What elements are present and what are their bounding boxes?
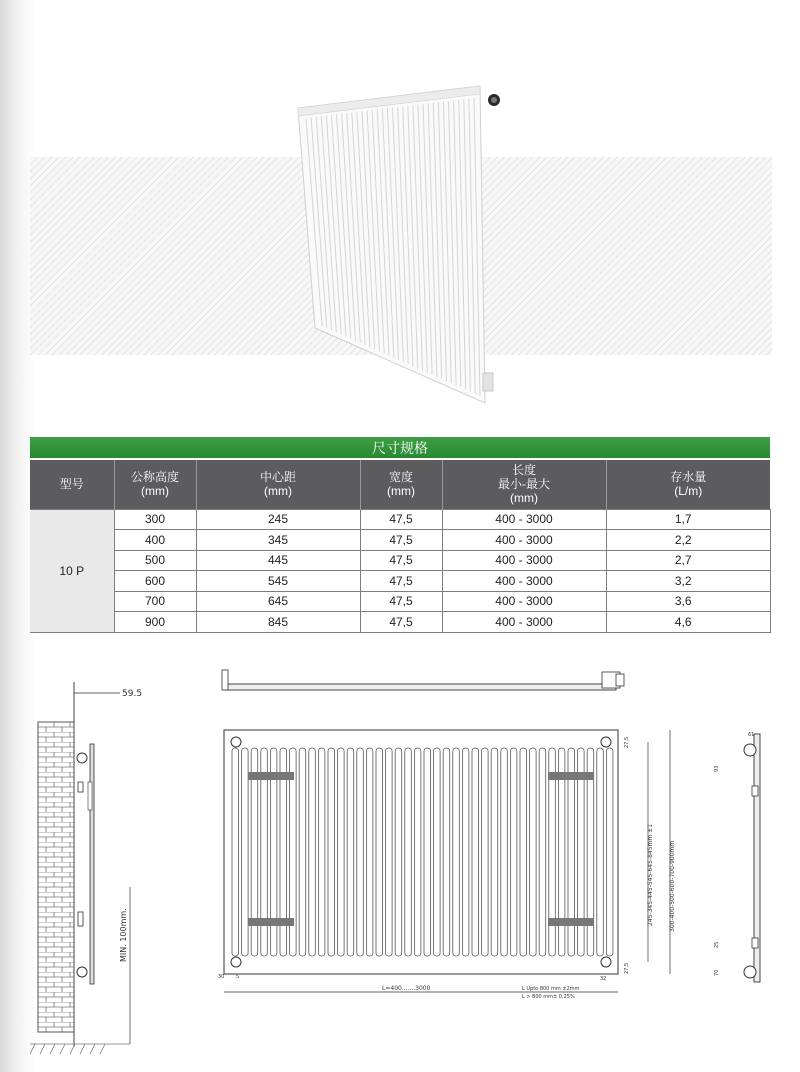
dim-27-5b: 27,5 xyxy=(624,962,630,974)
cell-width: 47,5 xyxy=(360,571,442,592)
dim-61: 61 xyxy=(748,732,755,738)
cell-water: 2,2 xyxy=(606,530,770,551)
cell-length: 400 - 3000 xyxy=(442,530,606,551)
cell-water: 3,6 xyxy=(606,591,770,612)
table-row xyxy=(30,612,770,633)
cell-height: 300 xyxy=(114,509,196,530)
cell-height: 700 xyxy=(114,591,196,612)
header-width: 宽度 (mm) xyxy=(360,459,442,509)
tolerance-2: L > 800 mm± 0,25% xyxy=(522,994,575,1000)
cell-width: 47,5 xyxy=(360,509,442,530)
tolerance-1: L Upto 800 mm ±2mm xyxy=(522,986,580,992)
cell-width: 47,5 xyxy=(360,612,442,633)
cell-center: 545 xyxy=(196,571,360,592)
radiator-side-profile-drawing xyxy=(708,728,782,990)
cell-water: 4,6 xyxy=(606,612,770,633)
cell-center: 245 xyxy=(196,509,360,530)
cell-center: 645 xyxy=(196,591,360,612)
table-row xyxy=(30,550,770,571)
cell-width: 47,5 xyxy=(360,530,442,551)
header-height: 公称高度 (mm) xyxy=(114,459,196,509)
model-cell: 10 P xyxy=(30,509,114,632)
wall-mount-side-drawing xyxy=(30,672,150,1057)
length-dim-label: L=400.......3000 xyxy=(382,985,431,992)
dim-70: 70 xyxy=(714,969,720,976)
cell-length: 400 - 3000 xyxy=(442,509,606,530)
table-title-row xyxy=(30,437,770,459)
dim-5: 5 xyxy=(236,974,240,980)
spec-table xyxy=(30,437,771,633)
cell-center: 845 xyxy=(196,612,360,633)
cell-width: 47,5 xyxy=(360,550,442,571)
radiator-front-view-drawing xyxy=(212,722,682,1012)
cell-length: 400 - 3000 xyxy=(442,591,606,612)
table-row xyxy=(30,530,770,551)
dim-30: 30 xyxy=(218,974,225,980)
cell-width: 47,5 xyxy=(360,591,442,612)
height-dims-label: 300-400-500-600-700-900mm xyxy=(669,840,676,932)
header-model: 型号 xyxy=(30,459,114,509)
table-row xyxy=(30,591,770,612)
cell-water: 3,2 xyxy=(606,571,770,592)
header-water: 存水量 (L/m) xyxy=(606,459,770,509)
cell-height: 500 xyxy=(114,550,196,571)
cell-center: 445 xyxy=(196,550,360,571)
table-row xyxy=(30,509,770,530)
header-length: 长度 最小-最大 (mm) xyxy=(442,459,606,509)
radiator-top-view-drawing xyxy=(218,662,628,698)
cell-height: 400 xyxy=(114,530,196,551)
cell-height: 600 xyxy=(114,571,196,592)
table-header-row xyxy=(30,459,770,509)
cell-length: 400 - 3000 xyxy=(442,571,606,592)
dim-25: 25 xyxy=(714,941,720,948)
dim-32: 32 xyxy=(600,976,607,982)
cell-height: 900 xyxy=(114,612,196,633)
center-dims-label: 245-345-445-545-645-845mm ±1 xyxy=(647,824,654,926)
cell-length: 400 - 3000 xyxy=(442,550,606,571)
dim-93: 93 xyxy=(714,765,720,772)
dim-27-5: 27,5 xyxy=(624,736,630,748)
table-title: 尺寸规格 xyxy=(30,437,770,459)
table-row xyxy=(30,571,770,592)
wall-offset-label: 59.5 xyxy=(122,689,143,699)
radiator-product-image xyxy=(280,78,510,408)
cell-water: 2,7 xyxy=(606,550,770,571)
cell-center: 345 xyxy=(196,530,360,551)
min-floor-label: MIN. 100mm. xyxy=(119,908,128,962)
header-center: 中心距 (mm) xyxy=(196,459,360,509)
cell-length: 400 - 3000 xyxy=(442,612,606,633)
cell-water: 1,7 xyxy=(606,509,770,530)
